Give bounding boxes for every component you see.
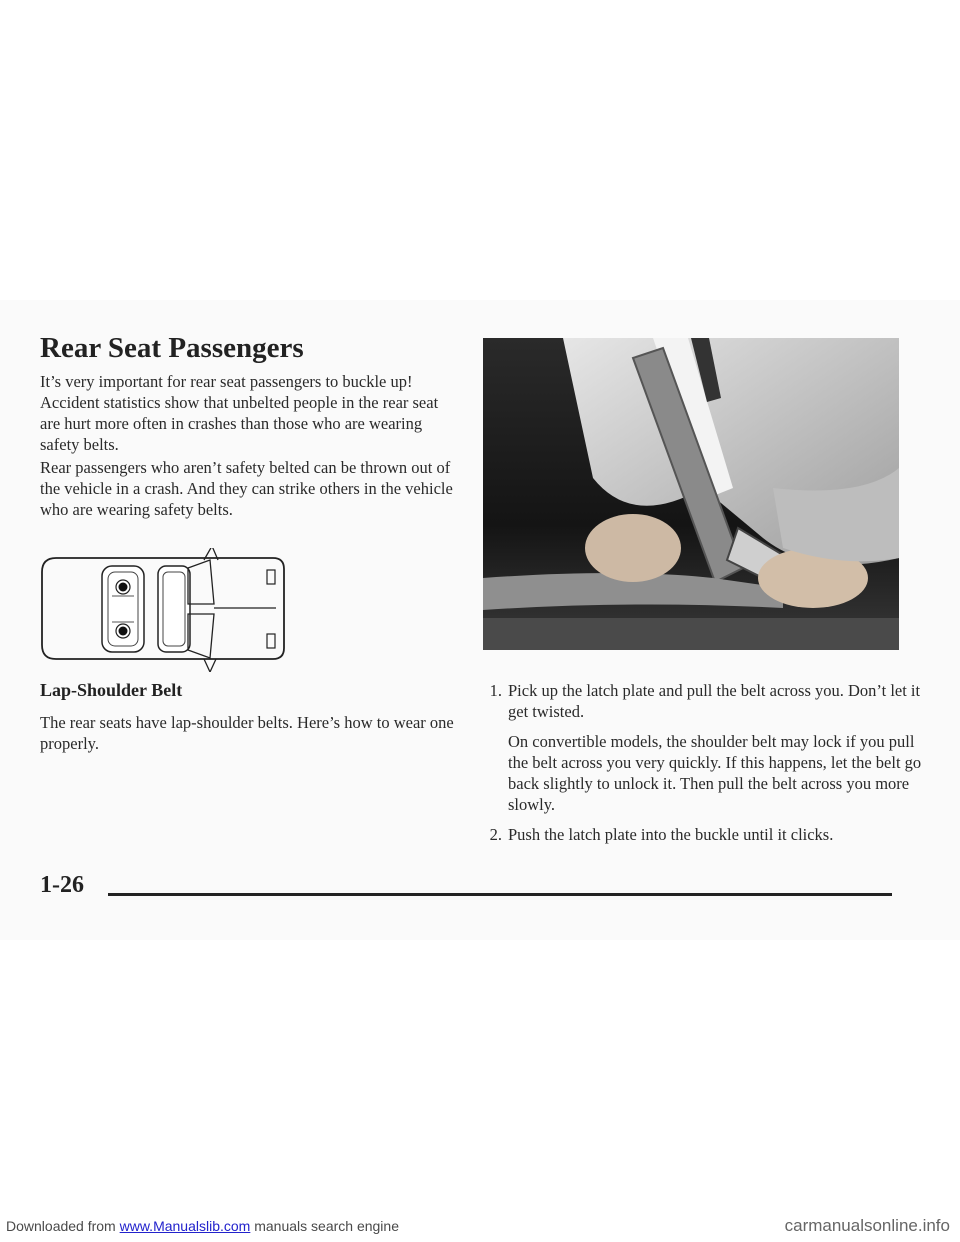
page-number: 1-26 — [40, 872, 84, 898]
instruction-steps — [482, 680, 922, 845]
site-watermark: carmanualsonline.info — [784, 1216, 950, 1235]
step-number: 2. — [489, 825, 502, 844]
page-title: Rear Seat Passengers — [40, 332, 304, 364]
step-1 — [482, 680, 922, 815]
step-note: On convertible models, the shoulder belt may lock if you pull the belt across you very quickly. If this happens, let the belt go back slightly to unlock it. Then pull the belt across you more slowly. — [508, 732, 922, 814]
intro-paragraph-2: Rear passengers who aren’t safety belted can be thrown out of the vehicle in a crash. And they can strike others in the vehicle who are wearing safety belts. — [40, 458, 453, 519]
footer-rule — [108, 893, 892, 896]
manualslib-link[interactable]: www.Manualslib.com — [119, 1218, 251, 1234]
rear-seat-diagram — [38, 548, 288, 672]
step-text: Pick up the latch plate and pull the belt across you. Don’t let it get twisted. — [508, 681, 921, 721]
footer-suffix: manuals search engine — [250, 1218, 399, 1234]
intro-paragraph-1: It’s very important for rear seat passengers to buckle up! Accident statistics show that unbelted people in the rear seat are hurt more often in crashes than those who are wearing safety belts. — [40, 372, 439, 454]
footer-prefix: Downloaded from — [6, 1218, 120, 1234]
buckling-seat-belt-photo — [483, 338, 899, 650]
section-heading: Lap-Shoulder Belt — [40, 680, 183, 700]
section-paragraph: The rear seats have lap-shoulder belts. Here’s how to wear one properly. — [40, 713, 454, 753]
step-number: 1. — [489, 681, 502, 700]
step-text: Push the latch plate into the buckle until it clicks. — [508, 825, 834, 844]
download-footer — [6, 1218, 399, 1234]
step-2 — [482, 824, 922, 845]
